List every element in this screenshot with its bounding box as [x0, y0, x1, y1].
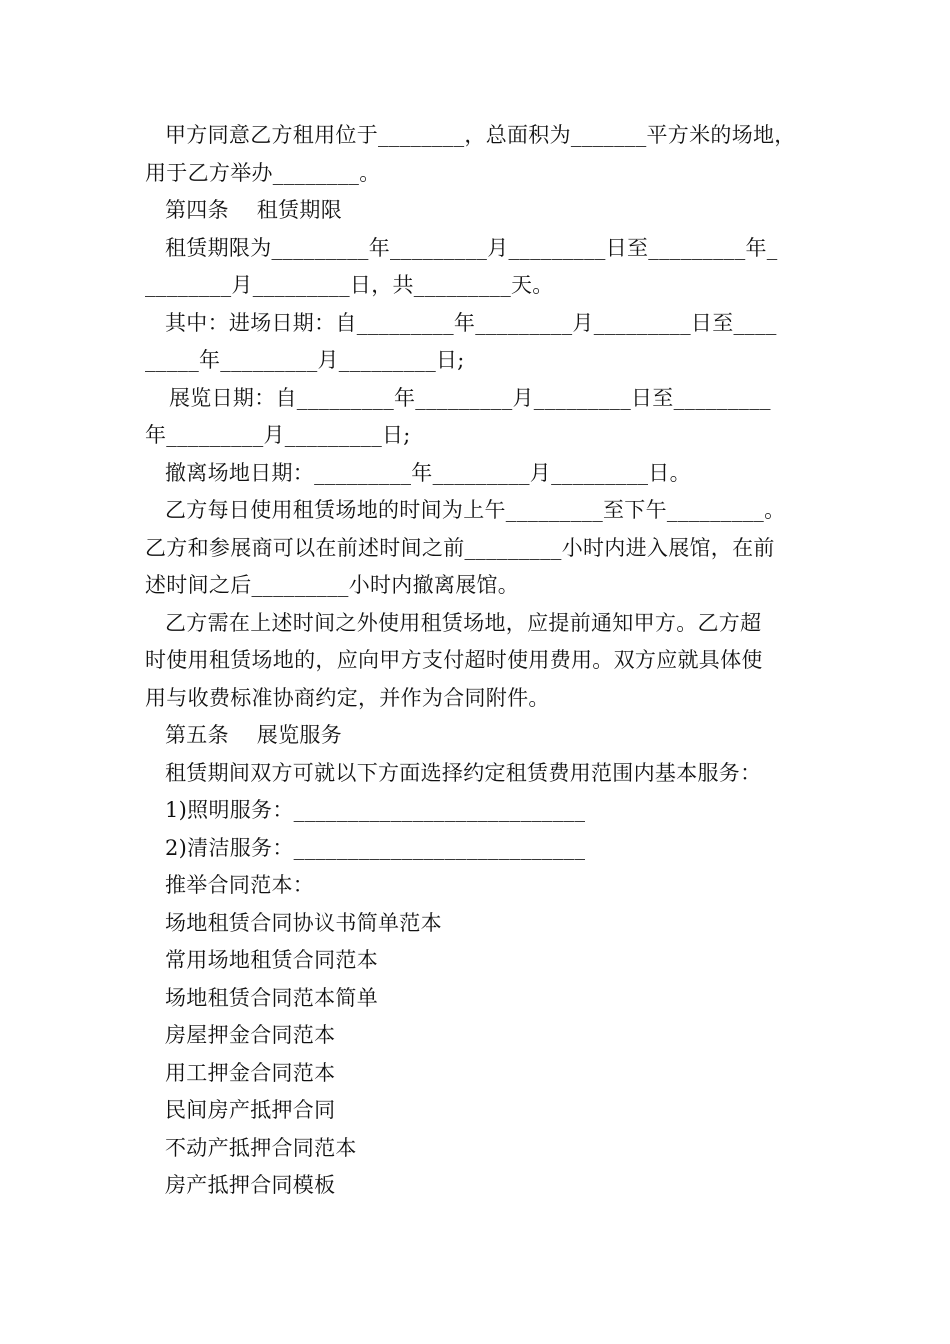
entry-date-line-1: 其中：进场日期：自_________年_________月_________日至____	[165, 310, 777, 335]
article-4-heading: 第四条 租赁期限	[165, 198, 343, 222]
daily-hours-line-3: 述时间之后_________小时内撤离展馆。	[145, 573, 520, 597]
daily-hours-line-1: 乙方每日使用租赁场地的时间为上午_________至下午_________。	[165, 498, 786, 522]
venue-clause-line-1: 甲方同意乙方租用位于________，总面积为_______平方米的场地，	[165, 123, 796, 147]
template-link[interactable]: 常用场地租赁合同范本	[165, 948, 378, 972]
lease-period-line-2: ________月_________日，共_________天。	[145, 273, 554, 297]
withdraw-date-line: 撤离场地日期：_________年_________月_________日。	[165, 460, 691, 485]
recommended-templates-heading: 推举合同范本：	[165, 873, 315, 897]
overtime-line-2: 时使用租赁场地的，应向甲方支付超时使用费用。双方应就具体使	[145, 648, 763, 672]
cleaning-service-item: 2)清洁服务：___________________________	[165, 835, 586, 860]
contract-body	[145, 117, 815, 1205]
template-link[interactable]: 房产抵押合同模板	[165, 1173, 336, 1197]
overtime-line-3: 用与收费标准协商约定，并作为合同附件。	[145, 685, 550, 710]
lease-period-line-1: 租赁期限为_________年_________月_________日至_________年_	[165, 235, 778, 260]
template-link[interactable]: 用工押金合同范本	[165, 1060, 336, 1085]
lighting-service-item: 1)照明服务：___________________________	[165, 798, 586, 822]
template-link[interactable]: 房屋押金合同范本	[165, 1023, 336, 1047]
template-link[interactable]: 场地租赁合同范本简单	[165, 985, 378, 1010]
recommended-templates-list	[145, 905, 815, 1205]
services-intro: 租赁期间双方可就以下方面选择约定租赁费用范围内基本服务：	[165, 760, 762, 785]
overtime-line-1: 乙方需在上述时间之外使用租赁场地，应提前通知甲方。乙方超	[165, 610, 762, 635]
template-link[interactable]: 不动产抵押合同范本	[165, 1135, 357, 1160]
template-link[interactable]: 场地租赁合同协议书简单范本	[165, 910, 442, 935]
article-5-heading: 第五条 展览服务	[165, 723, 343, 747]
exhibition-date-line-1: 展览日期：自_________年_________月_________日至_________	[169, 385, 771, 410]
daily-hours-line-2: 乙方和参展商可以在前述时间之前_________小时内进入展馆，在前	[145, 535, 775, 560]
exhibition-date-line-2: 年_________月_________日;	[145, 423, 411, 447]
venue-clause-line-2: 用于乙方举办________。	[145, 160, 381, 185]
template-link[interactable]: 民间房产抵押合同	[165, 1098, 336, 1122]
entry-date-line-2: _____年_________月_________日;	[145, 348, 465, 372]
